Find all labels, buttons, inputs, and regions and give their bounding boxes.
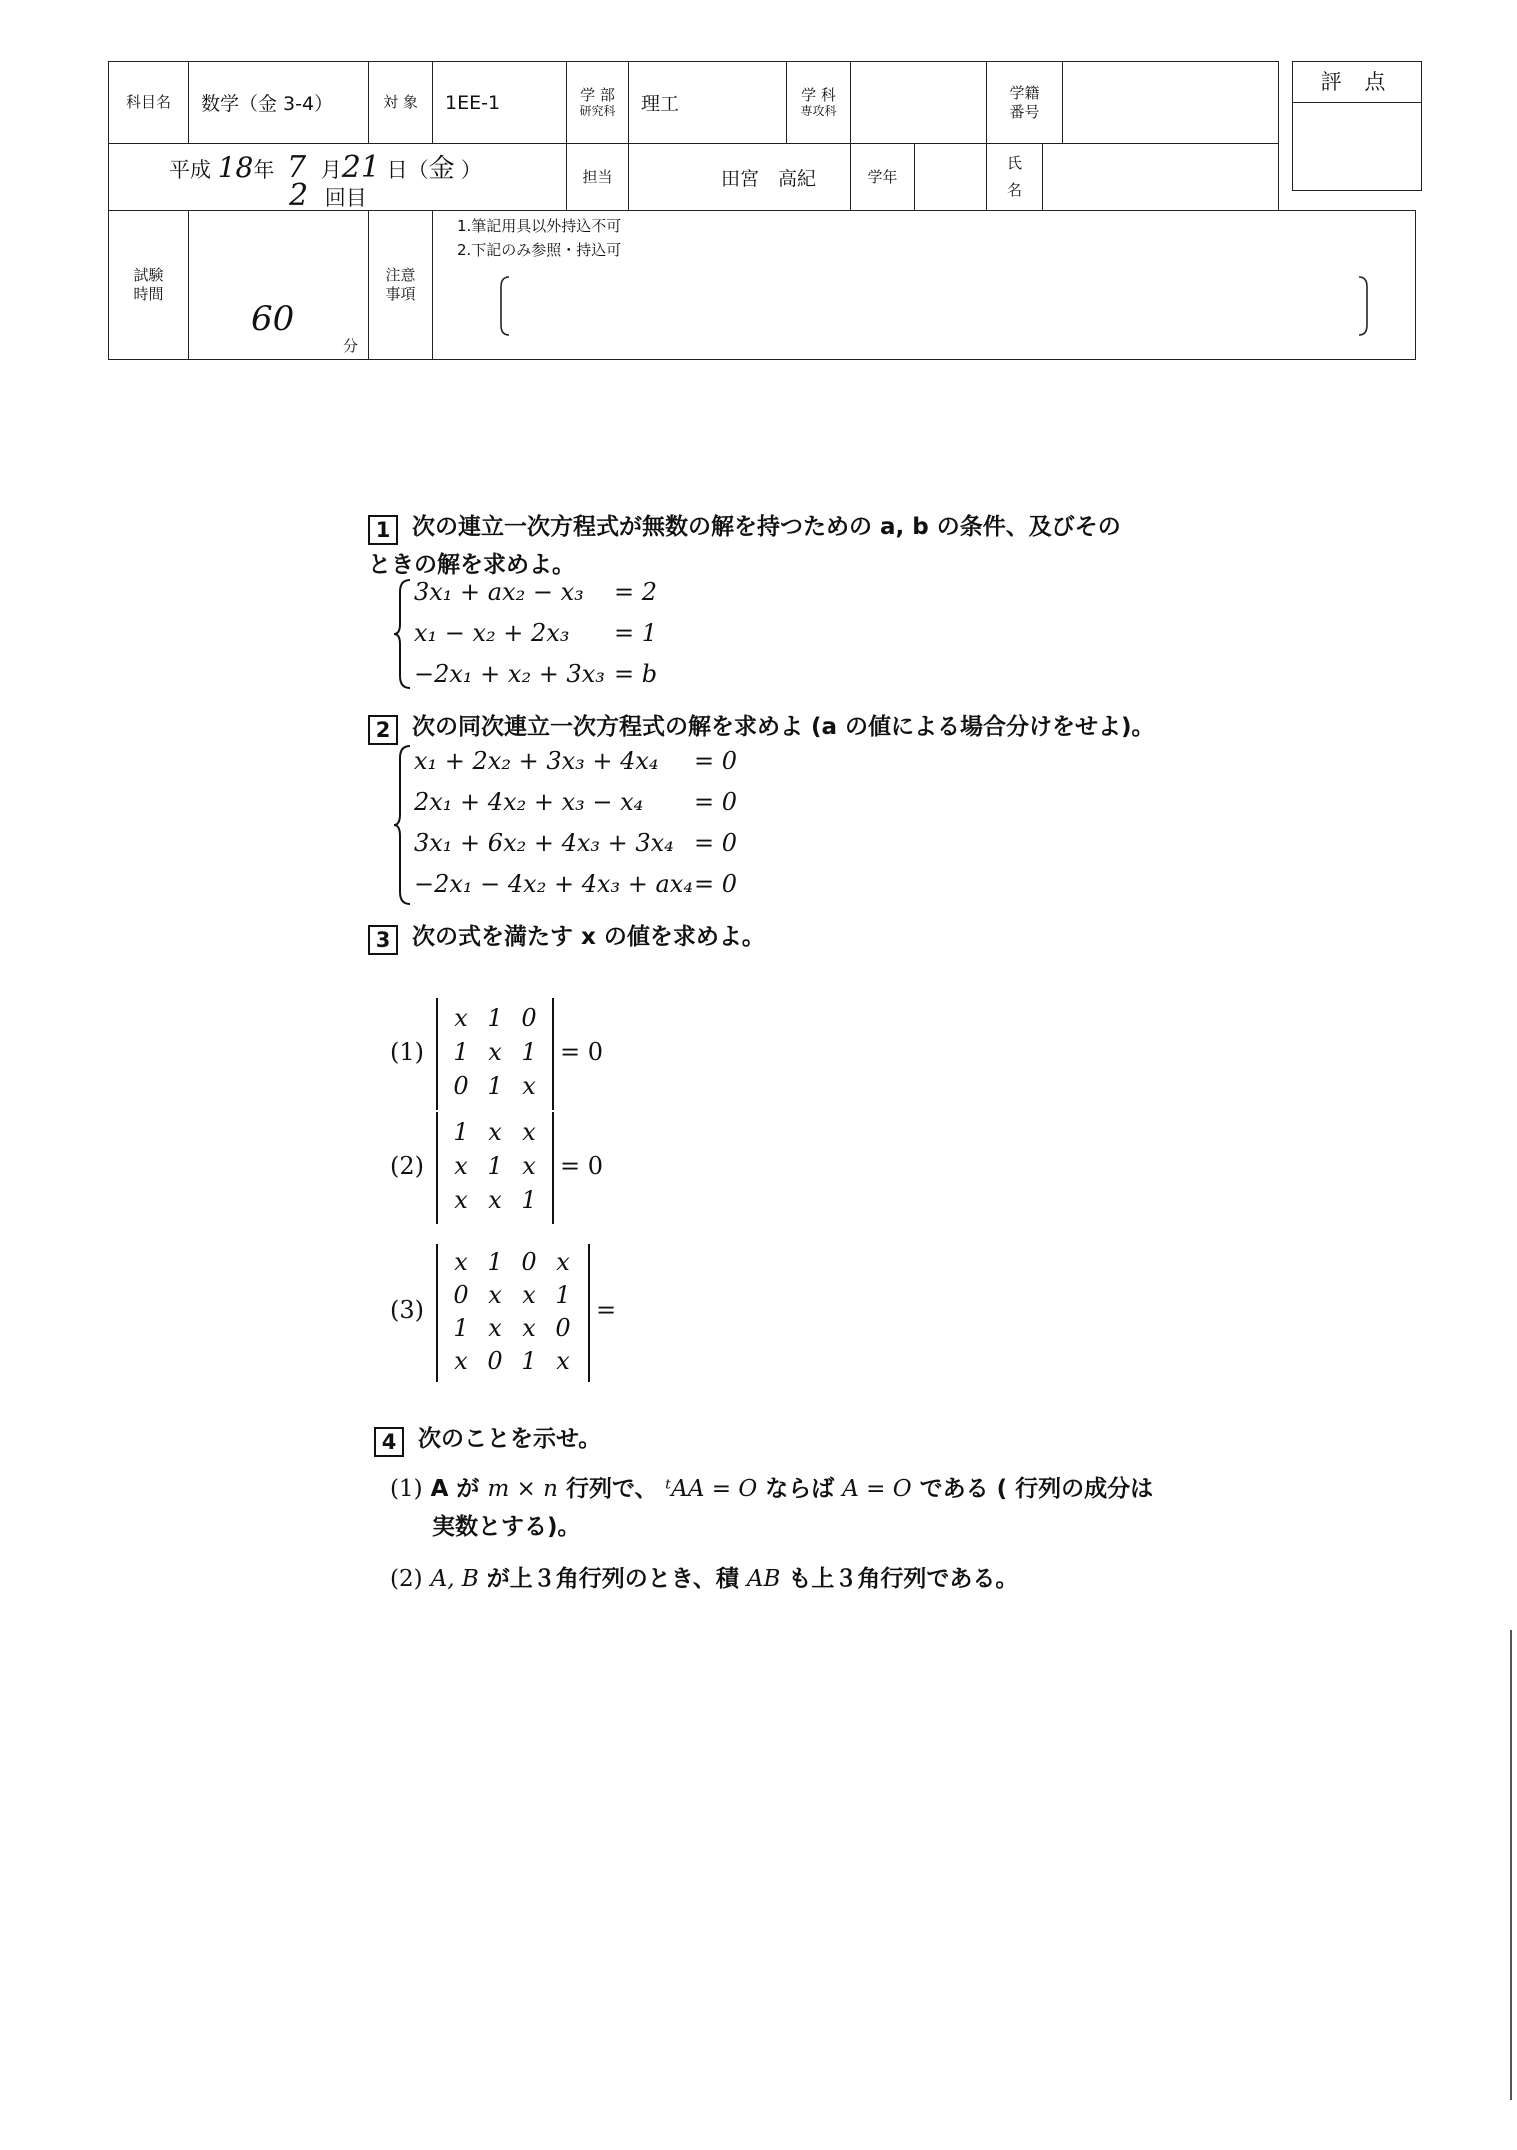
q3-text: 次の式を満たす x の値を求めよ。: [412, 924, 765, 950]
header-row-2: [108, 143, 1279, 211]
dept-label-line2: 専攻科: [800, 104, 837, 119]
grade-value[interactable]: [915, 144, 987, 211]
q4-item2-math2: AB: [746, 1566, 781, 1592]
q1-brace-icon: [392, 578, 414, 690]
det2-cell-2-2: 1: [487, 1152, 503, 1180]
det3-cell-4-2: 0: [487, 1347, 503, 1375]
target-label: 対 象: [369, 62, 433, 144]
q4-item1-math: m × n: [487, 1476, 558, 1502]
det2-cell-3-1: x: [454, 1186, 468, 1214]
det1-cell-1-2: 1: [487, 1004, 503, 1032]
exam-time-label-line2: 時間: [133, 285, 164, 303]
dept-value[interactable]: [851, 62, 987, 144]
q3-part3-label: (3): [390, 1296, 424, 1324]
header-row-3: [108, 210, 1416, 360]
q4-item1-math2: ᵗAA = O: [665, 1476, 758, 1502]
q2-eq-3-lhs: 3x₁ + 6x₂ + 4x₃ + 3x₄: [414, 829, 674, 857]
date-weekday: 金: [428, 154, 455, 184]
q3-part1-determinant: [436, 998, 554, 1110]
det3-cell-1-1: x: [454, 1248, 468, 1276]
scan-edge-line: [1510, 1630, 1512, 2100]
date-close: ）: [460, 158, 482, 182]
exam-time-label-line1: 試験: [133, 266, 164, 285]
det3-cell-3-4: 0: [555, 1314, 571, 1342]
q2-eq-3-rhs: = 0: [694, 829, 738, 857]
notes-label-line2: 事項: [385, 285, 416, 303]
q4-item2: [390, 1560, 1018, 1593]
det1-cell-3-1: 0: [453, 1072, 469, 1100]
det3-cell-4-3: 1: [521, 1347, 537, 1375]
det3-cell-3-2: x: [488, 1314, 502, 1342]
q1-eq-2-rhs: = 1: [614, 619, 658, 647]
q3-heading: [368, 918, 765, 955]
det2-cell-2-1: x: [454, 1152, 468, 1180]
det3-cell-1-4: x: [556, 1248, 570, 1276]
q3-part2-rhs: = 0: [560, 1152, 604, 1180]
notes-cell: [433, 211, 1416, 360]
exam-time-unit: 分: [343, 337, 359, 355]
q2-eq-2-lhs: 2x₁ + 4x₂ + x₃ − x₄: [414, 788, 644, 816]
q4-item1-post: である ( 行列の成分は: [919, 1476, 1154, 1502]
exam-session: [289, 178, 367, 213]
det3-cell-1-2: 1: [487, 1248, 503, 1276]
det3-cell-2-4: 1: [555, 1281, 571, 1309]
session-unit: 回目: [324, 186, 367, 210]
faculty-label: [567, 62, 629, 144]
det3-cell-2-3: x: [522, 1281, 536, 1309]
q2-number: 2: [368, 715, 398, 745]
reference-bracket-icon: [499, 275, 1369, 337]
q1-text-line1: 次の連立一次方程式が無数の解を持つための a, b の条件、及びその: [412, 514, 1121, 540]
note-1: 1.筆記用具以外持込不可: [457, 217, 622, 235]
exam-time-value: 60: [251, 299, 295, 339]
det1-cell-2-3: 1: [521, 1038, 537, 1066]
det3-cell-3-3: x: [522, 1314, 536, 1342]
q4-item1-line2: 実数とする)。: [432, 1514, 581, 1540]
q2-eq-2-rhs: = 0: [694, 788, 738, 816]
q4-item2-post: も上３角行列である。: [788, 1566, 1019, 1592]
faculty-label-line2: 研究科: [579, 104, 616, 119]
student-id-label: [987, 62, 1063, 144]
q2-eq-1-lhs: x₁ + 2x₂ + 3x₃ + 4x₄: [414, 747, 659, 775]
q3-part1-rhs: = 0: [560, 1038, 604, 1066]
q3-part1-label: (1): [390, 1038, 424, 1066]
q1-heading: [368, 508, 1121, 545]
det1-cell-3-3: x: [522, 1072, 536, 1100]
student-id-value[interactable]: [1063, 62, 1279, 144]
det1-cell-3-2: 1: [487, 1072, 503, 1100]
q4-item1-line1: [390, 1470, 1153, 1503]
q2-eq-1-rhs: = 0: [694, 747, 738, 775]
det2-cell-3-2: x: [488, 1186, 502, 1214]
det3-cell-4-1: x: [454, 1347, 468, 1375]
session-num: 2: [289, 178, 309, 213]
q4-item1-label: (1): [390, 1476, 423, 1502]
q4-text: 次のことを示せ。: [418, 1426, 602, 1452]
dept-label-line1: 学 科: [801, 85, 836, 104]
header-row-1: [108, 61, 1279, 144]
det3-cell-2-1: 0: [453, 1281, 469, 1309]
q2-heading: [368, 708, 1155, 745]
subject-value: 数学（金 3-4）: [189, 62, 369, 144]
det3-cell-3-1: 1: [453, 1314, 469, 1342]
teacher-name: 田宮 高紀: [629, 144, 851, 211]
det3-cell-2-2: x: [488, 1281, 502, 1309]
date-day-unit: 日（: [386, 158, 429, 182]
q3-part3-rhs: =: [596, 1296, 617, 1324]
q1-number: 1: [368, 515, 398, 545]
det3-cell-1-3: 0: [521, 1248, 537, 1276]
student-id-label-line1: 学籍: [1009, 83, 1040, 102]
q4-item1-pre: A が: [430, 1476, 480, 1502]
score-box: [1292, 61, 1422, 191]
det1-cell-1-1: x: [454, 1004, 468, 1032]
q4-item2-label: (2): [390, 1566, 423, 1592]
note-2: 2.下記のみ参照・持込可: [457, 241, 622, 259]
det3-cell-4-4: x: [556, 1347, 570, 1375]
exam-time-cell: [189, 211, 369, 360]
q3-number: 3: [368, 925, 398, 955]
q4-item2-math: A, B: [430, 1566, 479, 1592]
q4-item1-math3: A = O: [842, 1476, 912, 1502]
date-era: 平成: [169, 158, 211, 182]
q1-eq-1-lhs: 3x₁ + ax₂ − x₃: [414, 578, 584, 606]
subject-label: 科目名: [109, 62, 189, 144]
det2-cell-2-3: x: [522, 1152, 536, 1180]
score-label: 評 点: [1293, 62, 1421, 103]
q2-brace-icon: [392, 744, 414, 906]
exam-date-cell: [109, 144, 567, 211]
q1-eq-3-rhs: = b: [614, 660, 658, 688]
name-label-line1: 氏: [1006, 154, 1022, 173]
name-value[interactable]: [1043, 144, 1279, 211]
q4-item1-mid: 行列で、: [565, 1476, 658, 1502]
q1-eq-3-lhs: −2x₁ + x₂ + 3x₃: [414, 660, 605, 688]
target-value: 1EE-1: [433, 62, 567, 144]
date-year: 18: [217, 151, 254, 184]
q3-part3-determinant: [436, 1244, 590, 1382]
q2-text: 次の同次連立一次方程式の解を求めよ (a の値による場合分けをせよ)。: [412, 714, 1155, 740]
q4-number: 4: [374, 1427, 404, 1457]
faculty-label-line1: 学 部: [580, 85, 615, 104]
date-day: 21: [341, 150, 380, 185]
q2-eq-4-rhs: = 0: [694, 870, 738, 898]
faculty-value: 理工: [629, 62, 787, 144]
notes-label: [369, 211, 433, 360]
det2-cell-3-3: 1: [521, 1186, 537, 1214]
det2-cell-1-1: 1: [453, 1118, 469, 1146]
student-id-label-line2: 番号: [1009, 102, 1040, 121]
det1-cell-1-3: 0: [521, 1004, 537, 1032]
q4-heading: [374, 1420, 601, 1457]
q4-item1-mid2: ならば: [765, 1476, 835, 1502]
date-year-unit: 年: [253, 158, 275, 182]
name-label-line2: 名: [1006, 181, 1022, 199]
det2-cell-1-2: x: [488, 1118, 502, 1146]
exam-time-label: [109, 211, 189, 360]
q1-text-line2: ときの解を求めよ。: [368, 552, 575, 578]
q2-eq-4-lhs: −2x₁ − 4x₂ + 4x₃ + ax₄: [414, 870, 693, 898]
grade-label: 学年: [851, 144, 915, 211]
q1-eq-2-lhs: x₁ − x₂ + 2x₃: [414, 619, 570, 647]
q4-item2-mid: が上３角行列のとき、積: [486, 1566, 739, 1592]
teacher-label: 担当: [567, 144, 629, 211]
q3-part2-determinant: [436, 1112, 554, 1224]
notes-label-line1: 注意: [385, 266, 416, 285]
q1-eq-1-rhs: = 2: [614, 578, 658, 606]
det2-cell-1-3: x: [522, 1118, 536, 1146]
det1-cell-2-1: 1: [453, 1038, 469, 1066]
q3-part2-label: (2): [390, 1152, 424, 1180]
dept-label: [787, 62, 851, 144]
det1-cell-2-2: x: [488, 1038, 502, 1066]
date-month-unit: 月: [320, 158, 342, 182]
name-label: [987, 144, 1043, 211]
date-month: 7: [287, 150, 307, 185]
